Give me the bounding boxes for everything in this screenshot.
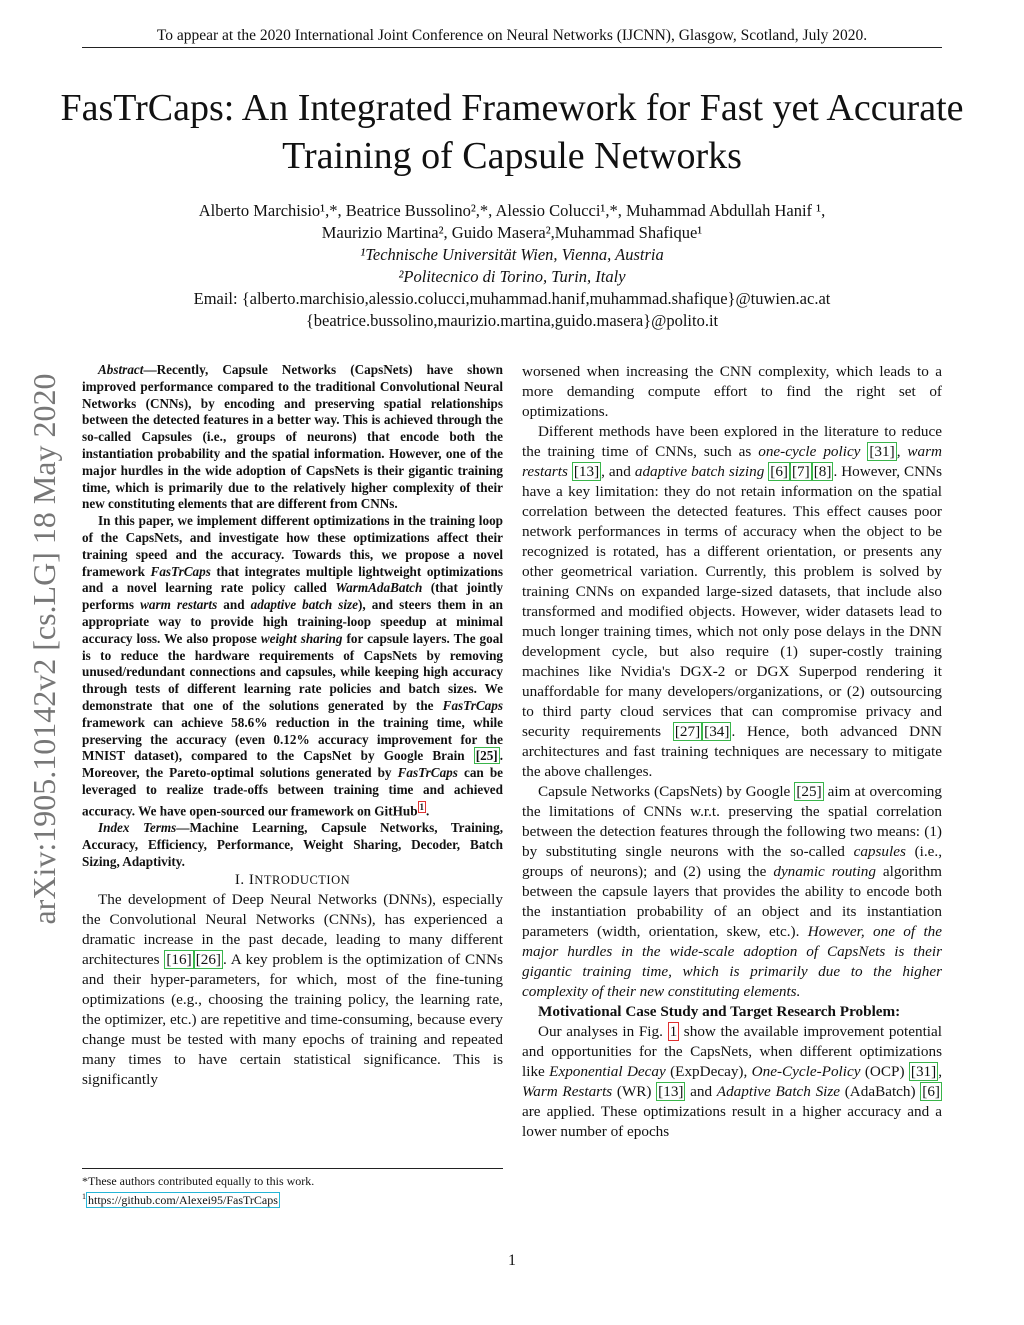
- index-terms-text: —Machine Learning, Capsule Networks, Training, Accuracy, Efficiency, Performance, Weight Sharing, Decoder, Batch Sizing, Adaptivity.: [82, 819, 503, 869]
- abstract-text: In this paper, we implement different optimizations in the training loop of the CapsNets, and investigate how these optimizations affect their training speed and the accuracy. Towards this, we propose a novel framework: [82, 513, 503, 579]
- framework-name: FasTrCaps: [397, 765, 458, 781]
- citation-link[interactable]: [8]: [813, 463, 832, 480]
- body-text: (AdaBatch): [840, 1083, 921, 1100]
- abstract-text: ), and steers them in an appropriate way to provide high training-loop speedup at minimal accuracy loss. We also propose: [82, 597, 504, 646]
- affiliation-1: ¹Technische Universität Wien, Vienna, Austria: [360, 245, 664, 264]
- body-text: and: [685, 1083, 717, 1100]
- right-paragraph-4: [522, 1022, 942, 1142]
- term-warm-restarts: Warm Restarts: [522, 1083, 613, 1100]
- body-text: Our analyses in Fig.: [538, 1023, 668, 1040]
- abstract-text: framework can achieve 58.6% reduction in the training time, while preserving the accuracy (even 0.12% accuracy improvement for the MNIST dataset), compared to the CapsNet by Google Brain: [82, 714, 503, 764]
- term-warm-restarts: warm restarts: [140, 597, 218, 613]
- body-text: (ExpDecay),: [665, 1063, 752, 1080]
- section-heading-introduction: [82, 870, 503, 890]
- left-column: [82, 362, 503, 1090]
- citation-link[interactable]: [13]: [658, 1083, 684, 1100]
- arxiv-stamp: arXiv:1905.10142v2 [cs.LG] 18 May 2020: [26, 373, 62, 925]
- abstract-text: and: [217, 597, 251, 613]
- term-one-cycle-policy: one-cycle policy: [758, 443, 861, 460]
- right-paragraph-0: [522, 362, 942, 422]
- abstract: [82, 362, 503, 870]
- abstract-text: (that jointly performs: [82, 580, 503, 613]
- abstract-text: can be leveraged to realize trade-offs between training time and achieved accuracy. We have open-sourced our framework on GitHub: [82, 765, 504, 819]
- intro-paragraph-1: [82, 890, 503, 1090]
- body-text: . However, CNNs have a key limitation: they do not retain information on the spatial correlation between the detected features. This effect causes poor network performances in terms of accuracy when the object to be recognized is rotated, has a different orientation, or presents any other geometrical variation. Currently, this problem is solved by training CNNs on expanded large-sized datasets, that include also transformed and modified objects. However, wider datasets lead to much longer training times, which not only pose delays in the DNN development cycle, but also require (1) super-costly training machines like Nvidia's DGX-2 or DGX Superpod rendering it unaffordable for many developers/organizations, or (2) outsourcing to third party cloud services that can compromise privacy and security requirements: [522, 463, 943, 740]
- index-terms: [82, 820, 503, 870]
- right-paragraph-2: [522, 782, 942, 1002]
- abstract-text: that integrates multiple lightweight optimizations and a novel learning rate policy called: [82, 563, 504, 596]
- footnote-1: [82, 1189, 503, 1208]
- emphasis-text: However, one of the major hurdles in the wide-scale adoption of CapsNets is their gigantic training time, which is primarily due to the higher complexity of their new constituting elements.: [522, 923, 943, 1000]
- conference-note: To appear at the 2020 International Joint Conference on Neural Networks (IJCNN), Glasgow, Scotland, July 2020.: [156, 27, 868, 44]
- footnote-link[interactable]: 1: [419, 801, 425, 812]
- abstract-paragraph-2: [82, 513, 503, 820]
- body-text: (WR): [612, 1083, 657, 1100]
- body-text: algorithm between the capsule layers that provides the ability to encode both the instantiation probability of an object and its instantiation parameters (width, orientation, skew, etc.).: [522, 863, 942, 940]
- body-text: aim at overcoming the limitations of CNNs w.r.t. preserving the spatial correlation between the detection features through the following two means: (1) by substituting single neurons with the so-called: [522, 783, 942, 860]
- footnotes: [82, 1168, 503, 1208]
- section-title-initial: I: [248, 872, 255, 889]
- abstract-text: .: [426, 803, 430, 819]
- page-number: 1: [508, 1252, 516, 1269]
- right-column: [522, 362, 942, 1142]
- index-terms-lead: Index Terms: [98, 819, 177, 835]
- term-adaptive-batch-size: Adaptive Batch Size: [716, 1083, 841, 1100]
- term-weight-sharing: weight sharing: [260, 630, 343, 646]
- authors-line-2: Maurizio Martina², Guido Masera²,Muhammad Shafique¹: [321, 223, 703, 242]
- framework-name: FasTrCaps: [442, 697, 503, 713]
- footnote-equal-contribution: *These authors contributed equally to this work.: [82, 1174, 315, 1188]
- body-text: The development of Deep Neural Networks (DNNs), especially the Convolutional Neural Networks (CNNs), has experienced a dramatic increase in the past decade, leading to many different architectures: [82, 891, 503, 969]
- citation-link[interactable]: [25]: [475, 748, 498, 764]
- citation-link[interactable]: [16]: [166, 951, 192, 969]
- citation-link[interactable]: [6]: [922, 1083, 940, 1100]
- abstract-lead: Abstract: [98, 362, 144, 377]
- email-line-1: Email: {alberto.marchisio,alessio.colucci,muhammad.hanif,muhammad.shafique}@tuwien.ac.at: [193, 289, 831, 308]
- figure-link[interactable]: 1: [669, 1023, 678, 1040]
- motivational-case-study-heading: Motivational Case Study and Target Research Problem:: [538, 1003, 901, 1020]
- citation-link[interactable]: [13]: [573, 463, 600, 480]
- citation-link[interactable]: [6]: [770, 463, 788, 480]
- citation-link[interactable]: [26]: [195, 951, 221, 969]
- body-text: ,: [938, 1063, 943, 1080]
- term-capsules: capsules: [853, 843, 906, 860]
- affiliation-2: ²Politecnico di Torino, Turin, Italy: [398, 267, 626, 286]
- citation-link[interactable]: [34]: [704, 723, 730, 740]
- body-text: show the available improvement potential and opportunities for the CapsNets, when different optimizations like: [522, 1023, 942, 1080]
- body-text: (OCP): [860, 1063, 909, 1080]
- citation-link[interactable]: [27]: [674, 723, 701, 740]
- body-text: , and: [601, 463, 635, 480]
- policy-name: WarmAdaBatch: [335, 580, 423, 596]
- term-one-cycle-policy: One-Cycle-Policy: [751, 1063, 861, 1080]
- github-link[interactable]: https://github.com/Alexei95/FasTrCaps: [88, 1193, 278, 1207]
- abstract-text: . Moreover, the Pareto-optimal solutions generated by: [82, 748, 503, 781]
- citation-link[interactable]: [25]: [796, 783, 822, 800]
- citation-link[interactable]: [31]: [910, 1063, 937, 1080]
- body-text: are applied. These optimizations result in a higher accuracy and a lower number of epochs: [522, 1103, 942, 1140]
- authors-line-1: Alberto Marchisio¹,*, Beatrice Bussolino²,*, Alessio Colucci¹,*, Muhammad Abdullah Hanif ¹,: [198, 201, 826, 220]
- framework-name: FasTrCaps: [150, 563, 211, 579]
- term-adaptive-batch-sizing: adaptive batch sizing: [634, 463, 765, 480]
- paper-title: FasTrCaps: An Integrated Framework for Fast yet Accurate Training of Capsule Networks: [60, 87, 964, 177]
- abstract-text: for capsule layers. The goal is to reduce the hardware requirements of CapsNets by removing unused/redundant connections and capsules, while keeping high accuracy through tests of different learning rate policies and batch sizes. We demonstrate that one of the solutions generated by the: [82, 630, 503, 713]
- term-exponential-decay: Exponential Decay: [549, 1063, 666, 1080]
- section-number: I.: [234, 872, 245, 889]
- abstract-text-1: —Recently, Capsule Networks (CapsNets) have shown improved performance compared to the traditional Convolutional Neural Networks (CNNs), by encoding and preserving spatial relationships between the detected features in a better way. This is achieved through the so-called Capsules (i.e., groups of neurons) that encode both the instantiation probability and the spatial information. However, one of the major hurdles in the wide adoption of CapsNets is their gigantic training time, which is primarily due to the relatively higher complexity of their new constituting elements that are different from CNNs.: [82, 362, 503, 512]
- abstract-paragraph-1: [82, 362, 503, 513]
- email-line-2: {beatrice.bussolino,maurizio.martina,guido.masera}@polito.it: [305, 311, 719, 330]
- body-text: Different methods have been explored in the literature to reduce the training time of CNNs, such as: [522, 423, 942, 460]
- citation-link[interactable]: [7]: [792, 463, 810, 480]
- body-text: . Hence, both advanced DNN architectures and fast training techniques are necessary to mitigate the above challenges.: [522, 723, 943, 780]
- body-text: worsened when increasing the CNN complexity, which leads to a more demanding compute effort to find the right set of optimizations.: [522, 363, 942, 420]
- term-warm-restarts: warm restarts: [522, 443, 943, 480]
- right-paragraph-1: Different methods have been explored in the literature to reduce the training time of CNNs, such as one-cycle policy [31] , warm restarts [13] , and adaptive batch sizing [6] [7] [8] . However, CNNs have a key limitation: they do not retain information on the spatial correlation between the detected features. This effect causes poor network performances in terms of accuracy when the object to be recognized is rotated, has a different orientation, or presents any other geometrical variation. Currently, this problem is solved by training CNNs on expanded large-sized datasets, that include also transformed and modified objects. However, wider datasets lead to much longer training times, which not only pose delays in the DNN development cycle, but also require (1) super-costly training machines like Nvidia's DGX-2 or DGX Superpod rendering it unaffordable for many developers/organizations, or (2) outsourcing to third party cloud services that can compromise privacy and security requirements [27] [34] . Hence, both advanced DNN architectures and fast training techniques are necessary to mitigate the above challenges.: [522, 423, 943, 780]
- body-text: Capsule Networks (CapsNets) by Google: [538, 783, 795, 800]
- header-rule: [82, 47, 942, 48]
- section-title-rest: NTRODUCTION: [254, 873, 351, 888]
- citation-link[interactable]: [31]: [869, 443, 895, 460]
- footnote-mark: 1: [82, 1192, 86, 1201]
- term-adaptive-batch-size: adaptive batch size: [250, 597, 359, 613]
- body-text: (i.e., groups of neurons); and (2) using the: [522, 843, 942, 880]
- author-block: [70, 200, 954, 332]
- term-dynamic-routing: dynamic routing: [773, 863, 876, 880]
- body-text: . A key problem is the optimization of CNNs and their hyper-parameters, for which, most of the fine-tuning optimizations (e.g., choosing the training policy, the learning rate, the optimizer, etc.) are repetitive and time-consuming, because every change must be tested with many epochs of training and repeated many times to have certain statistical significance. This is significantly: [82, 951, 503, 1089]
